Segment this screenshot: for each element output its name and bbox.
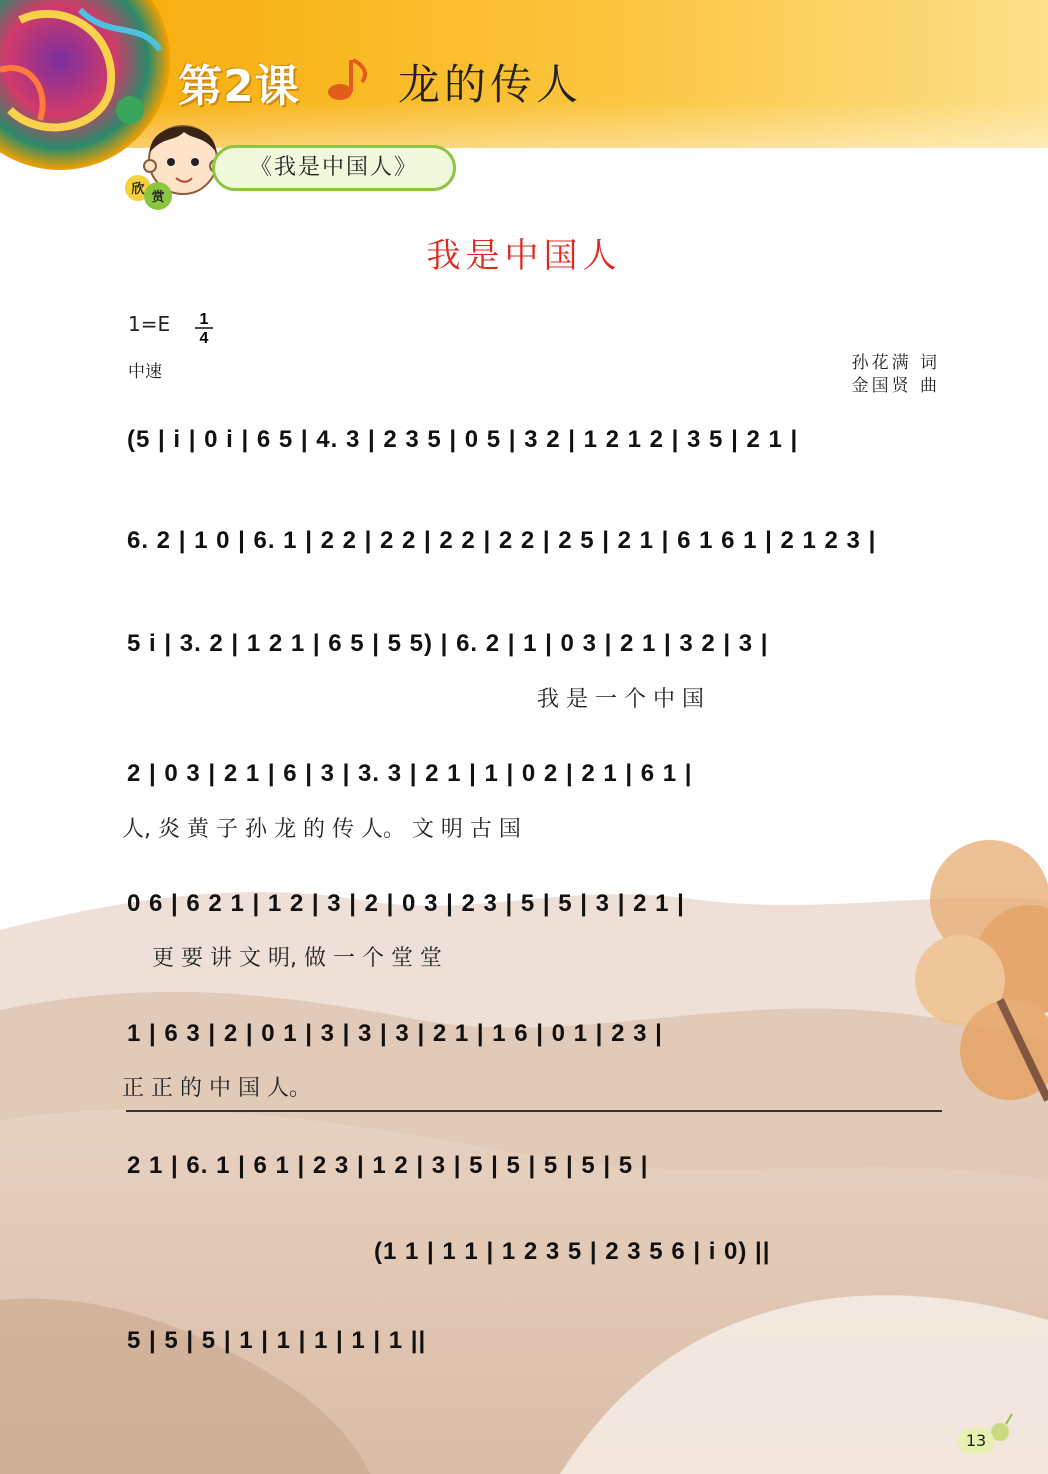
notation-row-3: 5 i | 3. 2 | 1 2 1 | 6 5 | 5 5) | 6. 2 | 1 | 0 3 | 2 1 | 3 2 | 3 | [127,630,769,657]
appreciation-song-pill [212,145,456,191]
composer-credit: 金国贤 曲 [851,376,940,396]
notation-row-2: 6. 2 | 1 0 | 6. 1 | 2 2 | 2 2 | 2 2 | 2 2 | 2 5 | 2 1 | 6 1 6 1 | 2 1 2 3 | [127,527,877,554]
key-label: 1=E [128,312,171,336]
appreciation-badge [124,172,176,212]
lesson-number: 第2课 [178,61,300,112]
badge-char-2: 赏 [151,190,165,205]
song-title: 我是中国人 [426,236,622,276]
notation-row-1: (5 | i | 0 i | 6 5 | 4. 3 | 2 3 5 | 0 5 | 3 2 | 1 2 1 2 | 3 5 | 2 1 | [127,426,799,453]
page-number: 13 [958,1428,994,1454]
tempo-marking: 中速 [128,362,162,382]
lyrics-row-3: 我 是 一 个 中 国 [537,687,704,712]
key-signature [128,312,170,336]
lyrics-row-6: 正 正 的 中 国 人。 [122,1076,311,1101]
time-sig-top: 1 [199,311,209,328]
lyricist-credit: 孙花满 词 [851,353,940,373]
notation-row-6: 1 | 6 3 | 2 | 0 1 | 3 | 3 | 3 | 2 1 | 1 6 | 0 1 | 2 3 | [127,1020,663,1047]
time-sig-bottom: 4 [199,330,209,346]
badge-char-1: 欣 [131,182,145,197]
notation-row-4: 2 | 0 3 | 2 1 | 6 | 3 | 3. 3 | 2 1 | 1 | 0 2 | 2 1 | 6 1 | [127,760,693,787]
system-divider [126,1110,942,1112]
notation-row-9: 5 | 5 | 5 | 1 | 1 | 1 | 1 | 1 || [127,1327,427,1354]
notation-row-5: 0 6 | 6 2 1 | 1 2 | 3 | 2 | 0 3 | 2 3 | 5 | 5 | 3 | 2 1 | [127,890,685,917]
appreciation-song-title: 《我是中国人》 [249,155,418,180]
lyrics-row-5: 更 要 讲 文 明, 做 一 个 堂 堂 [152,946,442,971]
lesson-title: 龙的传人 [398,60,583,109]
time-signature [192,310,216,346]
notation-row-8: (1 1 | 1 1 | 1 2 3 5 | 2 3 5 6 | i 0) || [374,1238,771,1265]
notation-row-7: 2 1 | 6. 1 | 6 1 | 2 3 | 1 2 | 3 | 5 | 5 | 5 | 5 | 5 | [127,1152,649,1179]
lyrics-row-4: 人, 炎 黄 子 孙 龙 的 传 人。 文 明 古 国 [122,817,521,842]
